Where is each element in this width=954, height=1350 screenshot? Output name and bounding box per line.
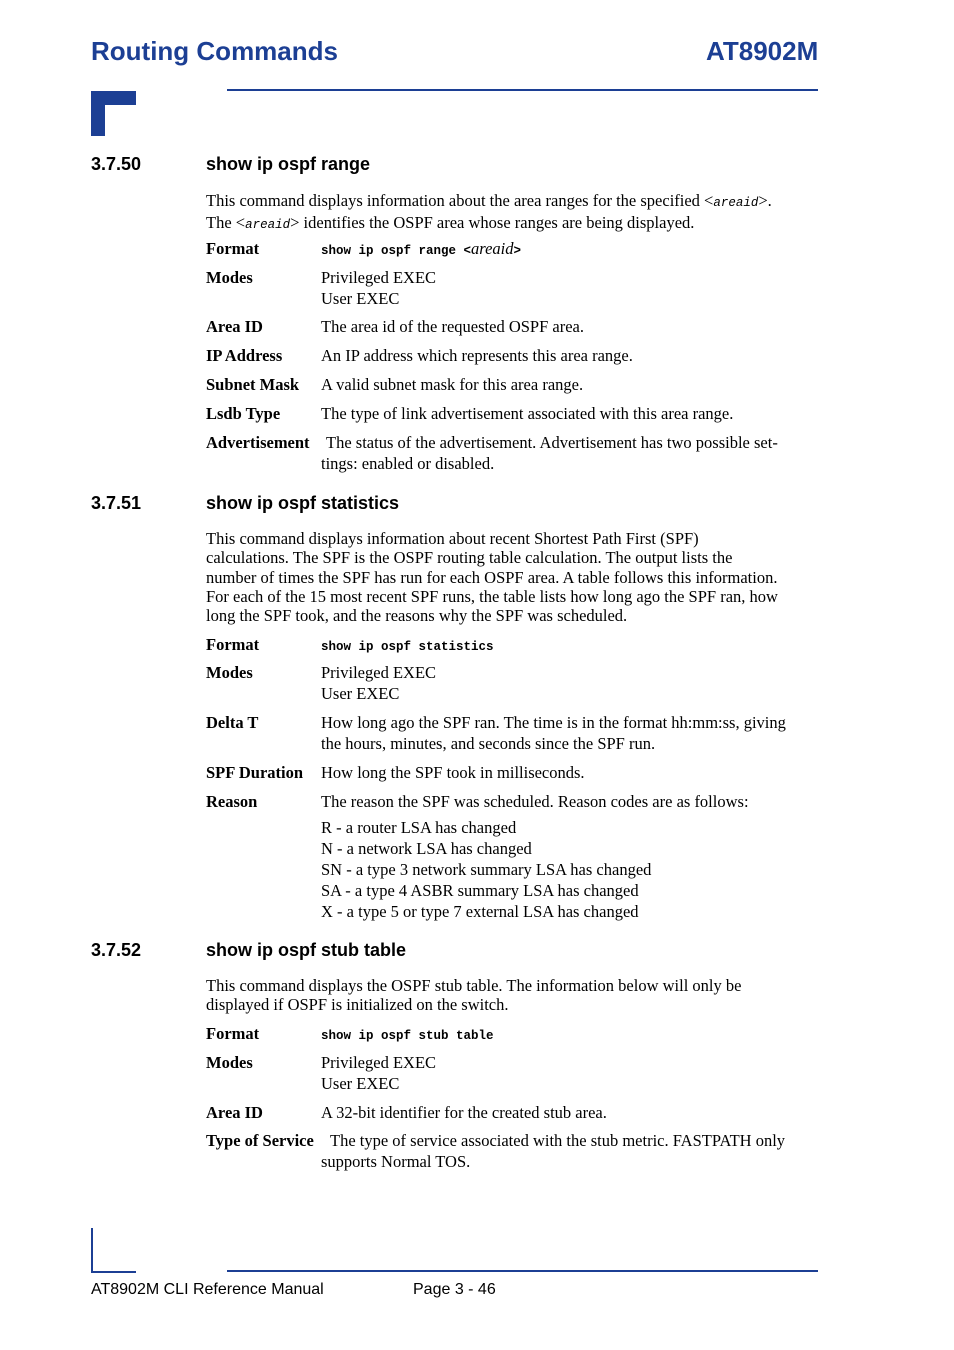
header-rule bbox=[227, 89, 818, 91]
section-number: 3.7.52 bbox=[91, 940, 142, 960]
format-command: show ip ospf stub table bbox=[321, 1029, 494, 1043]
list-item: X - a type 5 or type 7 external LSA has changed bbox=[321, 902, 639, 921]
reason-codes-list bbox=[321, 817, 818, 922]
def-ip-address: An IP address which represents this area range. bbox=[321, 346, 633, 365]
page-number: Page 3 - 46 bbox=[413, 1281, 496, 1298]
term-advertisement: Advertisement bbox=[206, 433, 310, 452]
section-intro: This command displays information about recent Shortest Path First (SPF) calculations. The SPF is the OSPF routing table calculation. The output lists the number of times the SPF has run for each OSPF area. A table follows this information. For each of the 15 most recent SPF runs, the table lists how long ago the SPF ran, how long the SPF took, and the reasons why the SPF was scheduled. bbox=[206, 529, 778, 626]
section-intro: This command displays the OSPF stub table. The information below will only be displayed if OSPF is initialized on the switch. bbox=[206, 976, 742, 1015]
term-type-of-service: Type of Service bbox=[206, 1131, 314, 1150]
term-modes: Modes bbox=[206, 663, 253, 682]
term-area-id: Area ID bbox=[206, 317, 263, 336]
def-reason: The reason the SPF was scheduled. Reason codes are as follows: bbox=[321, 792, 749, 811]
manual-title: AT8902M CLI Reference Manual bbox=[91, 1281, 324, 1298]
term-modes: Modes bbox=[206, 1053, 253, 1072]
def-subnet-mask: A valid subnet mask for this area range. bbox=[321, 375, 584, 394]
term-spf-duration: SPF Duration bbox=[206, 763, 304, 782]
section-title: show ip ospf range bbox=[206, 154, 371, 174]
def-area-id: A 32-bit identifier for the created stub area. bbox=[321, 1103, 607, 1122]
def-type-of-service: The type of service associated with the stub metric. FASTPATH only supports Normal TOS. bbox=[321, 1131, 786, 1171]
section-number: 3.7.51 bbox=[91, 493, 142, 513]
corner-mark-top bbox=[91, 91, 136, 136]
def-lsdb-type: The type of link advertisement associated with this area range. bbox=[321, 404, 734, 423]
term-subnet-mask: Subnet Mask bbox=[206, 375, 300, 394]
chapter-title: Routing Commands bbox=[91, 36, 338, 66]
list-item: N - a network LSA has changed bbox=[321, 839, 532, 858]
term-area-id: Area ID bbox=[206, 1103, 263, 1122]
def-advertisement: The status of the advertisement. Advertisement has two possible set- tings: enabled or disabled. bbox=[321, 433, 778, 473]
section-title: show ip ospf statistics bbox=[206, 493, 400, 513]
modes-list: Privileged EXEC User EXEC bbox=[321, 1053, 437, 1093]
product-name: AT8902M bbox=[706, 36, 819, 66]
term-format: Format bbox=[206, 1024, 260, 1043]
section-intro: This command displays information about the area ranges for the specified <areaid>. The <areaid> identifies the OSPF area whose ranges are being displayed. bbox=[206, 191, 772, 233]
section-title: show ip ospf stub table bbox=[206, 940, 407, 960]
def-spf-duration: How long the SPF took in milliseconds. bbox=[321, 763, 585, 782]
term-modes: Modes bbox=[206, 268, 253, 287]
format-command: show ip ospf range <areaid> bbox=[321, 239, 522, 258]
modes-list: Privileged EXEC User EXEC bbox=[321, 268, 437, 308]
list-item: SA - a type 4 ASBR summary LSA has changed bbox=[321, 881, 639, 900]
term-delta-t: Delta T bbox=[206, 713, 259, 732]
term-reason: Reason bbox=[206, 792, 258, 811]
term-ip-address: IP Address bbox=[206, 346, 283, 365]
format-command: show ip ospf statistics bbox=[321, 640, 494, 654]
corner-mark-bottom bbox=[91, 1228, 136, 1273]
section-number: 3.7.50 bbox=[91, 154, 142, 174]
term-format: Format bbox=[206, 635, 260, 654]
def-delta-t: How long ago the SPF ran. The time is in the format hh:mm:ss, giving the hours, minutes, and seconds since the SPF run. bbox=[321, 713, 786, 753]
footer-rule bbox=[227, 1270, 818, 1272]
list-item: R - a router LSA has changed bbox=[321, 818, 517, 837]
modes-list: Privileged EXEC User EXEC bbox=[321, 663, 437, 703]
list-item: SN - a type 3 network summary LSA has changed bbox=[321, 860, 652, 879]
term-lsdb-type: Lsdb Type bbox=[206, 404, 281, 423]
def-area-id: The area id of the requested OSPF area. bbox=[321, 317, 584, 336]
term-format: Format bbox=[206, 239, 260, 258]
